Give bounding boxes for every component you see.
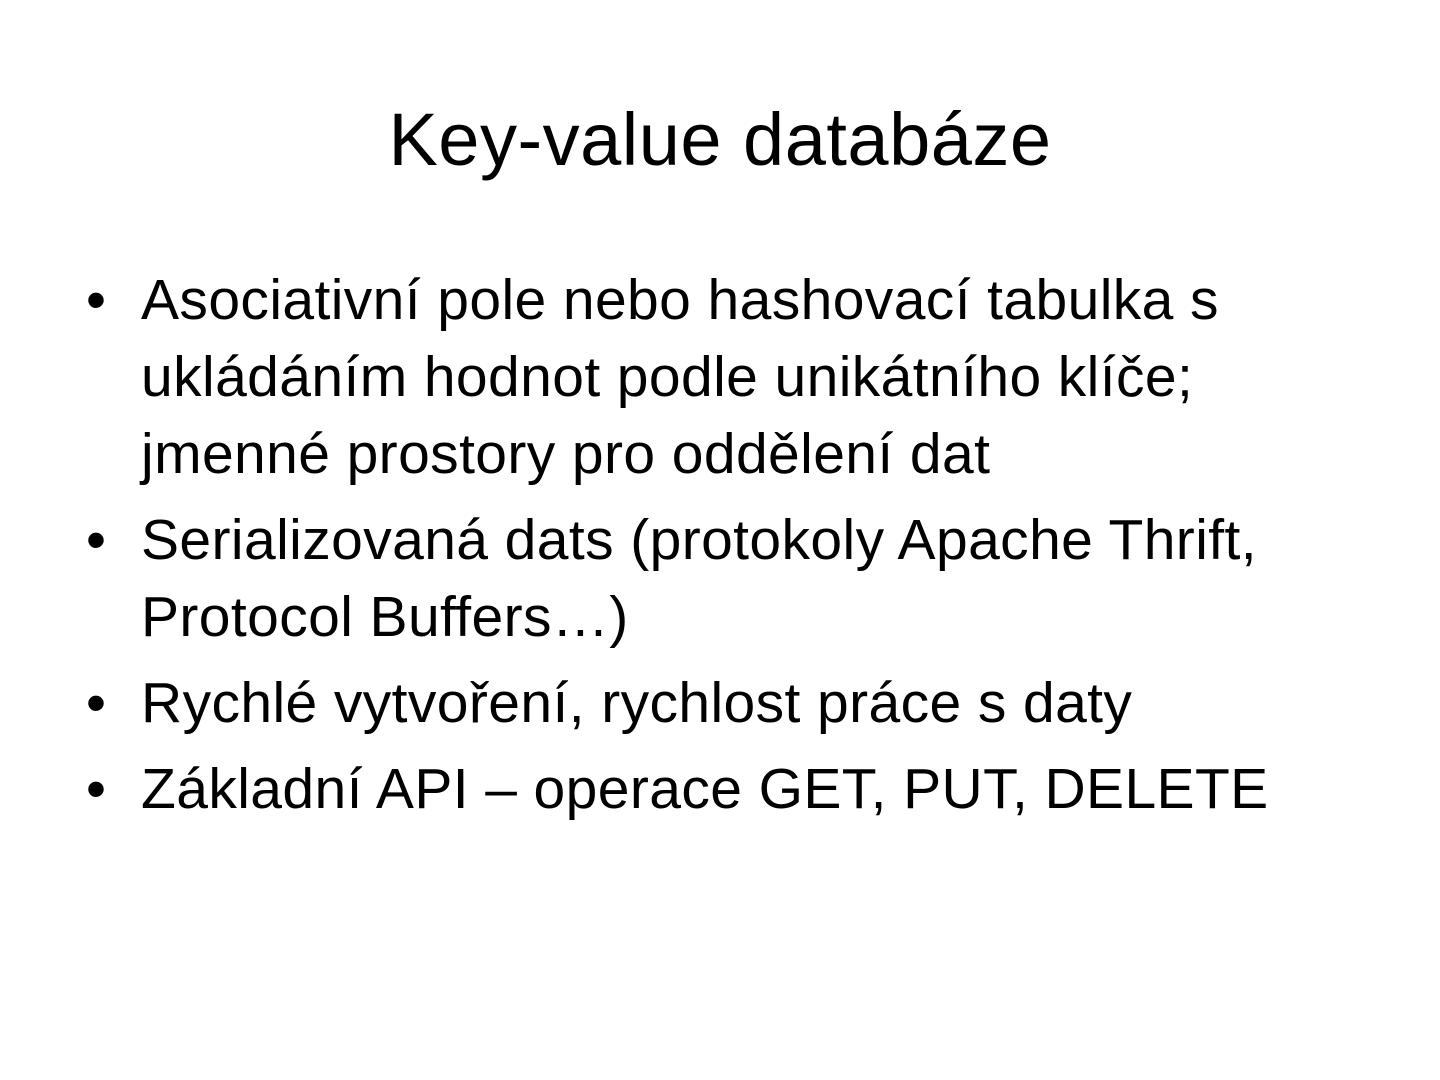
bullet-icon: •	[86, 268, 107, 332]
bullet-item	[82, 502, 1382, 656]
bullet-item	[82, 751, 1382, 828]
bullet-text: Serializovaná dats (protokoly Apache Thrift, Protocol Buffers…)	[141, 508, 1257, 649]
bullet-list	[82, 262, 1382, 837]
bullet-icon: •	[86, 508, 107, 572]
slide-title: Key-value databáze	[388, 98, 1052, 181]
bullet-icon: •	[86, 757, 107, 821]
bullet-text: Asociativní pole nebo hashovací tabulka s ukládáním hodnot podle unikátního klíče; jmenné prostory pro oddělení dat	[141, 268, 1219, 486]
bullet-text: Základní API – operace GET, PUT, DELETE	[141, 757, 1269, 821]
bullet-text: Rychlé vytvoření, rychlost práce s daty	[141, 671, 1133, 735]
bullet-item	[82, 665, 1382, 742]
bullet-item	[82, 262, 1382, 493]
bullet-icon: •	[86, 671, 107, 735]
